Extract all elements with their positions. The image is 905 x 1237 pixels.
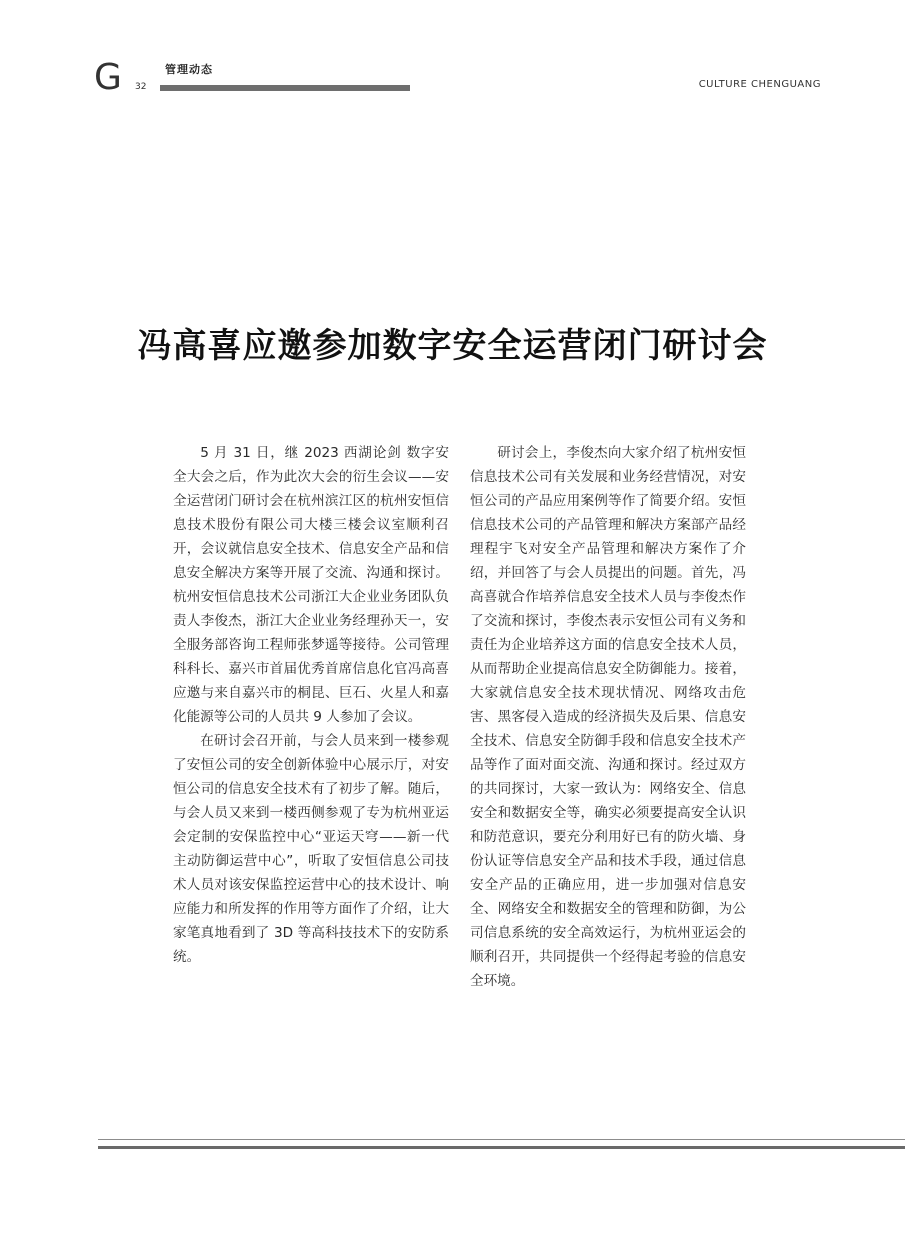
article-paragraph: 在研讨会召开前，与会人员来到一楼参观了安恒公司的安全创新体验中心展示厅，对安恒公司的信息安全技术有了初步了解。随后，与会人员又来到一楼西侧参观了专为杭州亚运会定制的安保监控中心“亚运天穹——新一代主动防御运营中心”，听取了安恒信息公司技术人员对该安保监控运营中心的技术设计、响应能力和所发挥的作用等方面作了介绍，让大家笔真地看到了 3D 等高科技技术下的安防系统。 xyxy=(173,733,449,965)
article-title: 冯高喜应邀参加数字安全运营闭门研讨会 xyxy=(137,325,768,366)
header-bar xyxy=(160,85,410,91)
article-paragraph: 研讨会上，李俊杰向大家介绍了杭州安恒信息技术公司有关发展和业务经营情况，对安恒公司的产品应用案例等作了简要介绍。安恒信息技术公司的产品管理和解决方案部产品经理程宇飞对安全产品管理和解决方案作了介绍，并回答了与会人员提出的问题。首先，冯高喜就合作培养信息安全技术人员与李俊杰作了交流和探讨，李俊杰表示安恒公司有义务和责任为企业培养这方面的信息安全技术人员，从而帮助企业提高信息安全防御能力。接着，大家就信息安全技术现状情况、网络攻击危害、黑客侵入造成的经济损失及后果、信息安全技术、信息安全防御手段和信息安全技术产品等作了面对面交流、沟通和探讨。经过双方的共同探讨，大家一致认为：网络安全、信息安全和数据安全等，确实必须要提高安全认识和防范意识，要充分利用好已有的防火墙、身份认证等信息安全产品和技术手段，通过信息安全产品的正确应用，进一步加强对信息安全、网络安全和数据安全的管理和防御，为公司信息系统的安全高效运行，为杭州亚运会的顺利召开，共同提供一个经得起考验的信息安全环境。 xyxy=(470,445,746,989)
article-paragraph: 5 月 31 日，继 2023 西湖论剑 数字安全大会之后，作为此次大会的衍生会议——安全运营闭门研讨会在杭州滨江区的杭州安恒信息技术股份有限公司大楼三楼会议室顺利召开，会议就信息安全技术、信息安全产品和信息安全解决方案等开展了交流、沟通和探讨。杭州安恒信息技术公司浙江大企业业务团队负责人李俊杰，浙江大企业业务经理孙天一，安全服务部咨询工程师张梦遥等接待。公司管理科科长、嘉兴市首届优秀首席信息化官冯高喜应邀与来自嘉兴市的桐昆、巨石、火星人和嘉化能源等公司的人员共 9 人参加了会议。 xyxy=(173,445,449,725)
footer-rule-thin xyxy=(98,1139,905,1140)
footer-rule-thick xyxy=(98,1146,905,1149)
section-title: 管理动态 xyxy=(165,63,213,76)
page-number: 32 xyxy=(135,82,147,92)
section-letter: G xyxy=(94,57,122,98)
article-column-left xyxy=(173,441,449,969)
article-column-right xyxy=(470,441,746,993)
publication-name: CULTURE CHENGUANG xyxy=(698,79,821,90)
